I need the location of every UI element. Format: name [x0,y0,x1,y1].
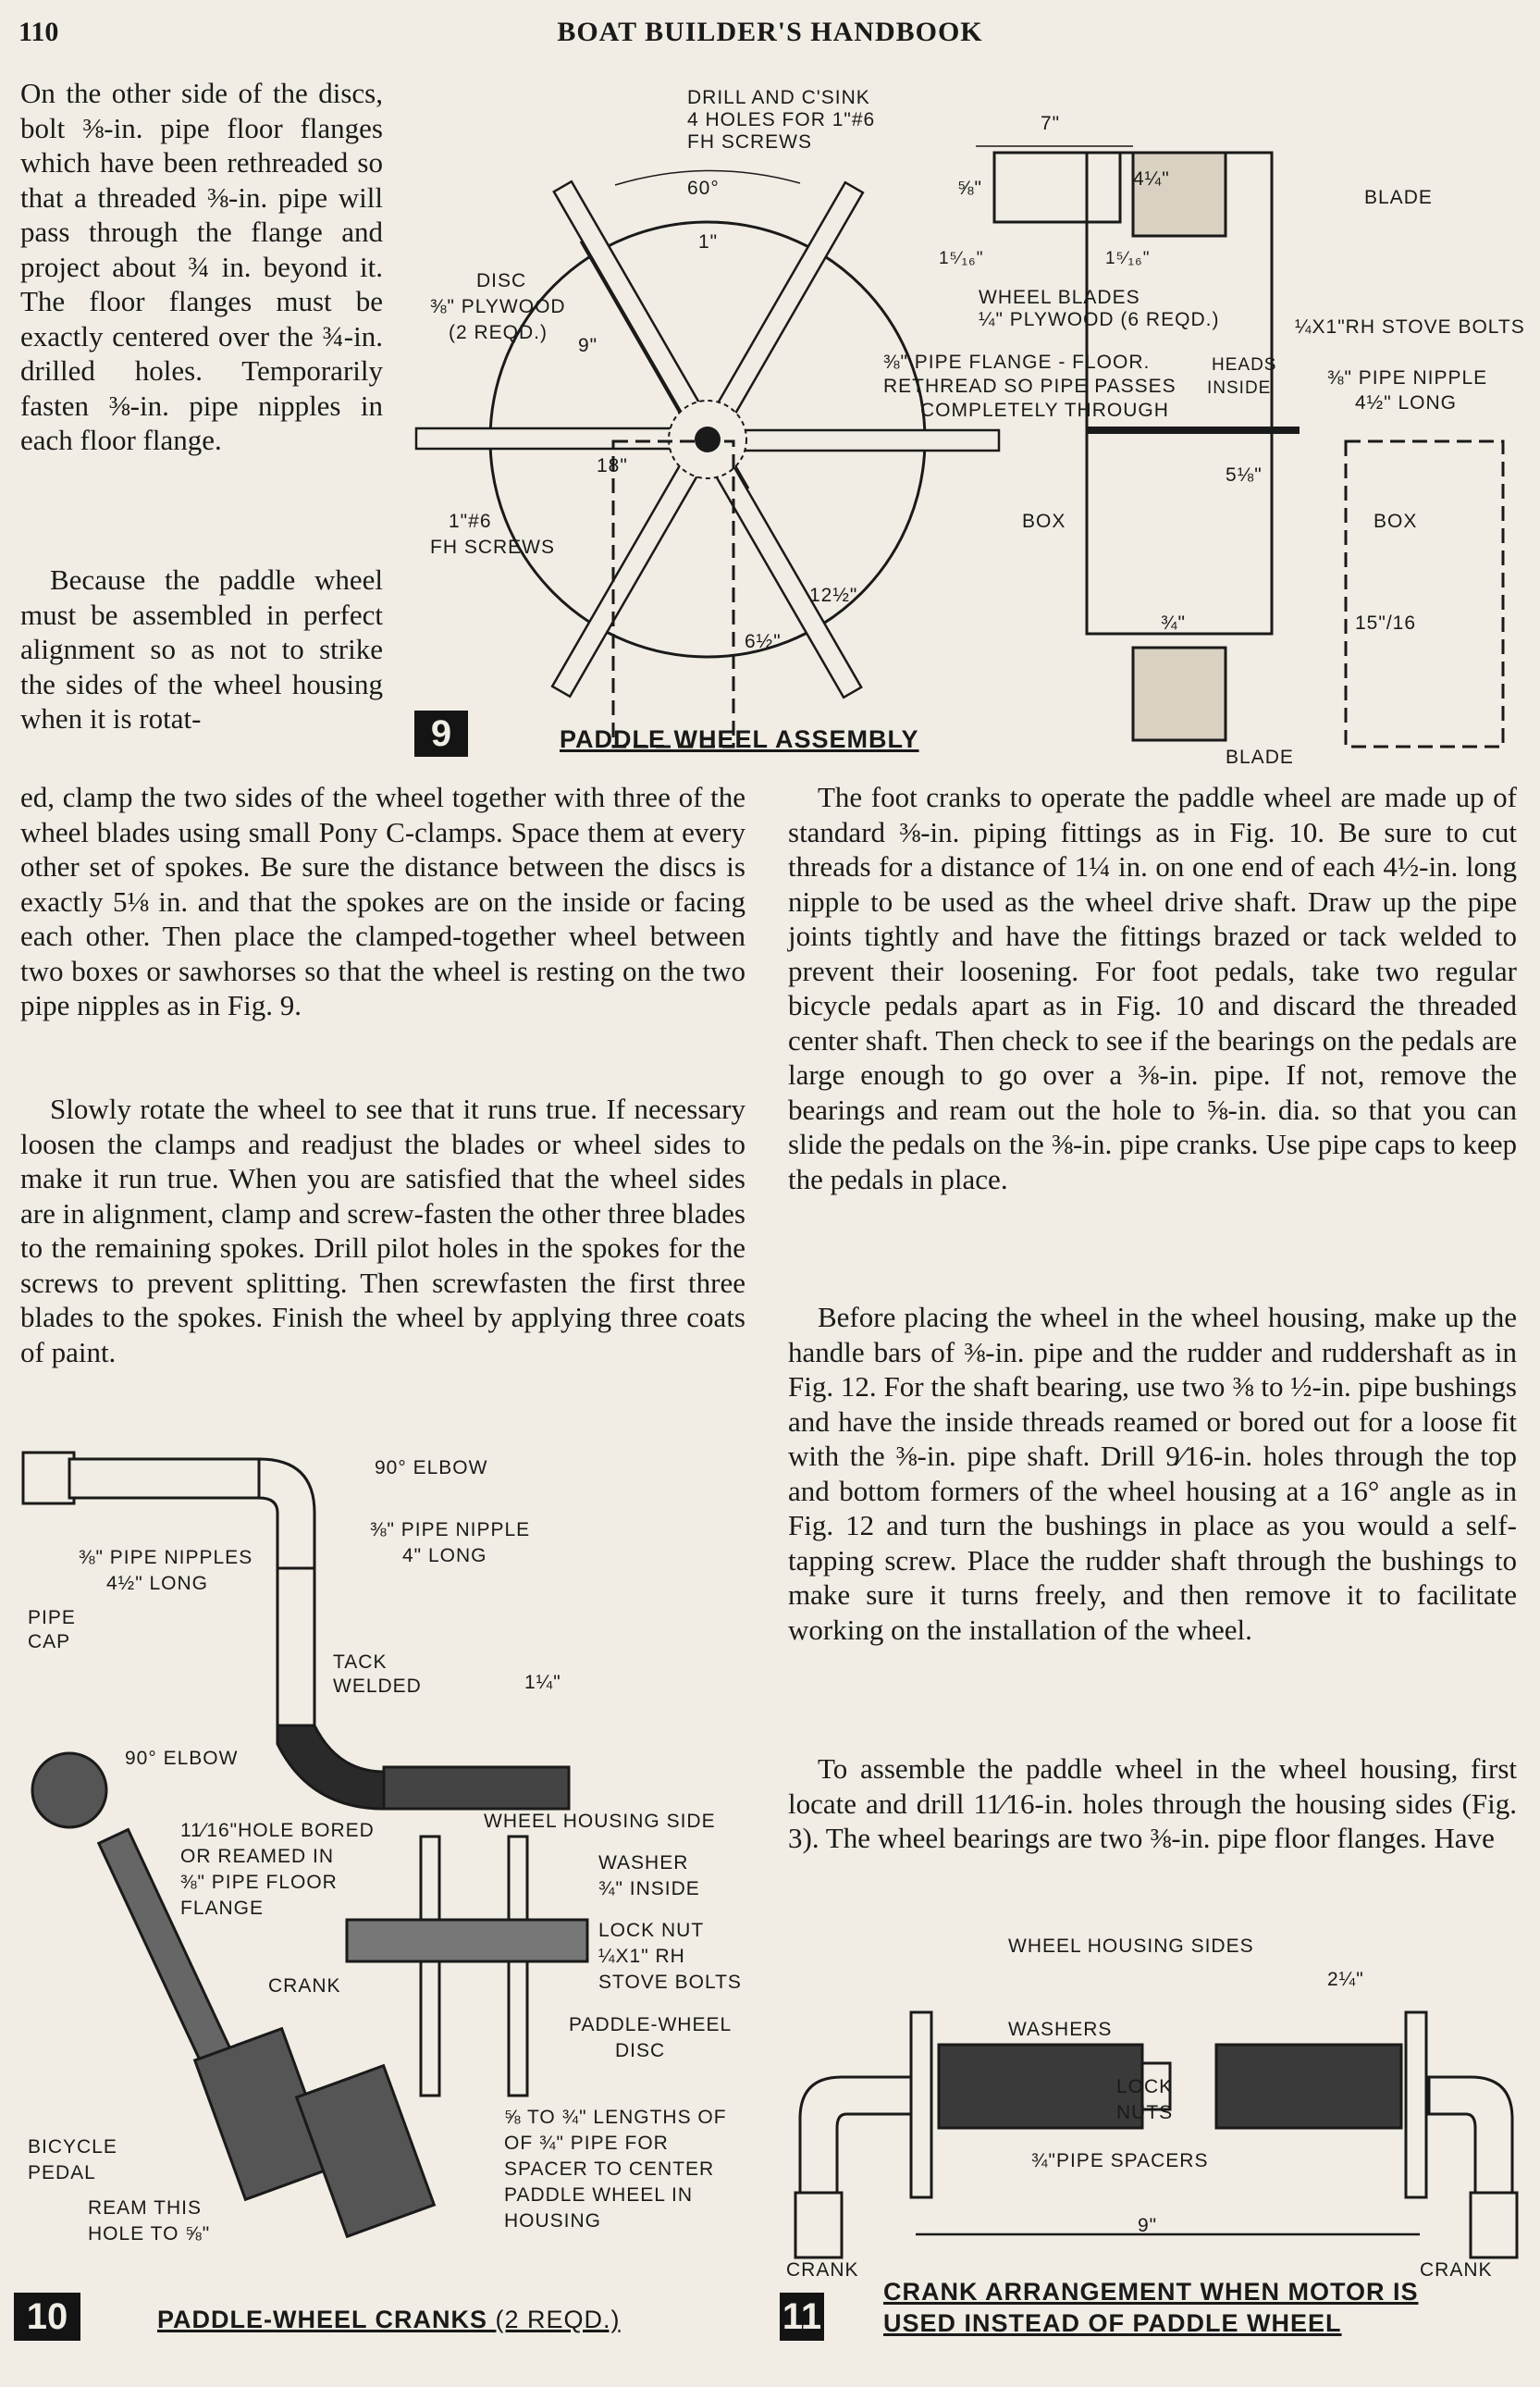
svg-text:WHEEL BLADES: WHEEL BLADES [979,287,1140,308]
svg-text:⅜" PIPE NIPPLE: ⅜" PIPE NIPPLE [1327,367,1488,389]
svg-text:90° ELBOW: 90° ELBOW [125,1748,239,1769]
svg-text:¼" PLYWOOD (6 REQD.): ¼" PLYWOOD (6 REQD.) [979,309,1220,330]
svg-text:REAM THIS: REAM THIS [88,2197,202,2219]
figure-10-caption-suffix: (2 REQD.) [495,2306,621,2333]
svg-text:1⁵⁄₁₆": 1⁵⁄₁₆" [939,249,984,268]
svg-text:COMPLETELY THROUGH: COMPLETELY THROUGH [920,400,1169,421]
svg-text:SPACER TO CENTER: SPACER TO CENTER [504,2158,715,2180]
svg-text:¼X1" RH: ¼X1" RH [598,1946,685,1967]
svg-text:BLADE: BLADE [1226,747,1294,768]
figure-10-caption [157,2306,621,2334]
svg-text:90° ELBOW: 90° ELBOW [375,1457,488,1478]
svg-text:PEDAL: PEDAL [28,2162,96,2183]
svg-text:TACK: TACK [333,1651,388,1673]
figure-11-number: 11 [780,2293,824,2341]
svg-text:1⁵⁄₁₆": 1⁵⁄₁₆" [1105,249,1151,268]
svg-text:STOVE BOLTS: STOVE BOLTS [598,1972,742,1993]
figure-11-drawing [782,1924,1522,2285]
hub [695,427,721,452]
svg-text:9": 9" [578,335,598,356]
svg-text:60°: 60° [687,178,720,199]
svg-text:INSIDE: INSIDE [1207,378,1272,398]
svg-text:OR REAMED IN: OR REAMED IN [180,1846,335,1867]
page-header [18,17,1522,54]
svg-text:¾": ¾" [1161,612,1186,634]
figure-11-caption [883,2276,1419,2339]
figure-10-drawing [14,1439,772,2290]
svg-text:6½": 6½" [745,631,782,652]
svg-text:7": 7" [1041,113,1061,134]
figure-9-number: 9 [414,711,468,757]
svg-text:LOCK: LOCK [1116,2076,1174,2097]
blade-detail [994,153,1120,222]
svg-text:BOX: BOX [1374,511,1418,532]
svg-text:¼X1"RH STOVE BOLTS: ¼X1"RH STOVE BOLTS [1295,316,1525,338]
svg-text:(2 REQD.): (2 REQD.) [449,322,548,343]
running-title: BOAT BUILDER'S HANDBOOK [557,17,983,47]
cranks-paragraph: The foot cranks to operate the paddle wheel are made up of standard ⅜-in. piping fittings as in Fig. 10. Be sure to cut threads for a distance of 1¼ in. on one end of each 4½-in. long nipple to be used as the wheel drive shaft. Draw up the pipe joints tightly and have the fittings brazed or tack welded to prevent their loosening. For foot pedals, take two regular bicycle pedals apart as in Fig. 10 and discard the threaded center shaft. Then check to see if the bearings on the pedals are large enough to go over a ⅜-in. pipe. If not, remove the bearings and ream out the hole to ⅝-in. dia. so that you can slide the pedals on the ⅜-in. pipe cranks. Use pipe caps to keep the pedals in place. [788,781,1517,1195]
svg-text:1": 1" [698,231,719,253]
svg-text:DISC: DISC [476,270,527,291]
svg-text:OF ¾" PIPE FOR: OF ¾" PIPE FOR [504,2133,669,2154]
svg-text:⅝ TO ¾" LENGTHS OF: ⅝ TO ¾" LENGTHS OF [504,2107,727,2128]
svg-text:5⅛": 5⅛" [1226,464,1263,486]
svg-text:FLANGE: FLANGE [180,1898,265,1919]
figure-9-caption: PADDLE WHEEL ASSEMBLY [560,725,919,753]
svg-text:WASHERS: WASHERS [1008,2019,1113,2040]
svg-text:RETHREAD SO PIPE PASSES: RETHREAD SO PIPE PASSES [883,376,1177,397]
box-right-outline [1346,441,1503,747]
svg-text:CRANK: CRANK [1420,2259,1493,2281]
paddle-wheel-paragraph-end: ed, clamp the two sides of the wheel together with three of the wheel blades using small Pony C-clamps. Space them at every other set of spokes. Be sure the distance between the discs is exactly 5⅛ in. and that the spokes are on the inside or facing each other. Then place the clamped-together wheel between two boxes or sawhorses so that the wheel is resting on the two pipe nipples as in Fig. 9. [20,781,745,1021]
page-number: 110 [18,17,59,47]
svg-text:CRANK: CRANK [786,2259,859,2281]
svg-text:⅜" PLYWOOD: ⅜" PLYWOOD [430,296,566,317]
svg-text:WHEEL HOUSING SIDE: WHEEL HOUSING SIDE [484,1811,716,1832]
svg-text:BICYCLE: BICYCLE [28,2136,117,2158]
svg-text:9": 9" [1138,2215,1158,2236]
figure-11-caption-line1: CRANK ARRANGEMENT WHEN MOTOR IS [883,2278,1419,2306]
svg-text:4½" LONG: 4½" LONG [106,1573,208,1594]
svg-text:BLADE: BLADE [1364,187,1433,208]
svg-text:BOX: BOX [1022,511,1066,532]
svg-text:⅜" PIPE NIPPLES: ⅜" PIPE NIPPLES [79,1547,253,1568]
svg-text:4 HOLES FOR 1"#6: 4 HOLES FOR 1"#6 [687,109,876,130]
svg-text:LOCK NUT: LOCK NUT [598,1920,705,1941]
svg-text:HEADS: HEADS [1212,355,1277,375]
svg-text:12½": 12½" [809,585,858,606]
svg-text:NUTS: NUTS [1116,2102,1174,2123]
svg-text:WASHER: WASHER [598,1852,689,1874]
figure-10-number: 10 [14,2293,80,2341]
blade-top [1133,153,1226,236]
svg-text:CRANK: CRANK [268,1975,341,1997]
handlebars-paragraph: Before placing the wheel in the wheel housing, make up the handle bars of ⅜-in. pipe and the rudder and ruddershaft as in Fig. 12. For the shaft bearing, use two ⅜ to ½-in. pipe bushings and have the inside threads reamed or bored out for a loose fit with the ⅜-in. pipe shaft. Drill 9⁄16-in. holes through the top and bottom formers of the wheel housing at a 16° angle as in Fig. 12 and turn the bushings in place as you would a self-tapping screw. Place the rudder shaft through the bushings to make sure it turns freely, and then remove it to facilitate working on the installation of the wheel. [788,1301,1517,1646]
figure-10-caption-title: PADDLE-WHEEL CRANKS [157,2306,488,2333]
svg-text:⅝": ⅝" [957,178,982,199]
fig9-drill-label: DRILL AND C'SINK [687,87,870,108]
svg-text:FH SCREWS: FH SCREWS [430,537,555,558]
rotate-paragraph: Slowly rotate the wheel to see that it runs true. If necessary loosen the clamps and readjust the blades or wheel sides to make it run true. When you are satisfied that the wheel sides are in alignment, clamp and screw-fasten the other three blades to the remaining spokes. Drill pilot holes in the spokes for the screws to prevent splitting. Then screwfasten the first three blades to the spokes. Finish the wheel by applying three coats of paint. [20,1093,745,1368]
svg-text:1¼": 1¼" [524,1672,561,1693]
svg-text:18": 18" [597,455,628,476]
blade-bottom [1133,648,1226,740]
svg-text:HOUSING: HOUSING [504,2210,602,2232]
assemble-paragraph: To assemble the paddle wheel in the wheel housing, first locate and drill 11⁄16-in. holes through the housing sides (Fig. 3). The wheel bearings are two ⅜-in. pipe floor flanges. Have [788,1752,1517,1854]
intro-paragraph: On the other side of the discs, bolt ⅜-in. pipe floor flanges which have been rethreaded so that a threaded ⅜-in. pipe will pass through the flange and project about ¾ in. beyond it. The floor flanges must be exactly centered over the ¾-in. drilled holes. Temporarily fasten ⅜-in. pipe nipples in each floor flange. [20,77,383,456]
svg-text:15"/16: 15"/16 [1355,612,1417,634]
svg-text:PADDLE WHEEL IN: PADDLE WHEEL IN [504,2184,694,2206]
svg-text:HOLE TO ⅝": HOLE TO ⅝" [88,2223,211,2245]
svg-text:4¼": 4¼" [1133,168,1170,190]
svg-text:11⁄16"HOLE BORED: 11⁄16"HOLE BORED [180,1820,375,1841]
svg-text:FH SCREWS: FH SCREWS [687,131,812,153]
svg-text:PIPE: PIPE [28,1607,76,1628]
svg-text:¾" INSIDE: ¾" INSIDE [598,1878,700,1899]
svg-text:¾"PIPE SPACERS: ¾"PIPE SPACERS [1031,2150,1209,2171]
svg-text:4" LONG: 4" LONG [402,1545,487,1566]
svg-text:WELDED: WELDED [333,1676,422,1697]
paddle-wheel-paragraph-start: Because the paddle wheel must be assembled in perfect alignment so as not to strike the sides of the wheel housing when it is rotat- [20,563,383,735]
svg-text:4½" LONG: 4½" LONG [1355,392,1457,414]
svg-text:1"#6: 1"#6 [449,511,492,532]
svg-text:CAP: CAP [28,1631,71,1652]
svg-text:DISC: DISC [615,2040,666,2061]
figure-11-caption-line2: USED INSTEAD OF PADDLE WHEEL [883,2309,1342,2337]
svg-text:WHEEL HOUSING SIDES: WHEEL HOUSING SIDES [1008,1936,1254,1957]
svg-text:⅜" PIPE FLANGE - FLOOR.: ⅜" PIPE FLANGE - FLOOR. [883,352,1151,373]
svg-text:2¼": 2¼" [1327,1969,1364,1990]
figure-9-drawing [393,74,1526,768]
svg-text:⅜" PIPE NIPPLE: ⅜" PIPE NIPPLE [370,1519,531,1540]
svg-text:PADDLE-WHEEL: PADDLE-WHEEL [569,2014,733,2035]
svg-text:⅜" PIPE FLOOR: ⅜" PIPE FLOOR [180,1872,338,1893]
